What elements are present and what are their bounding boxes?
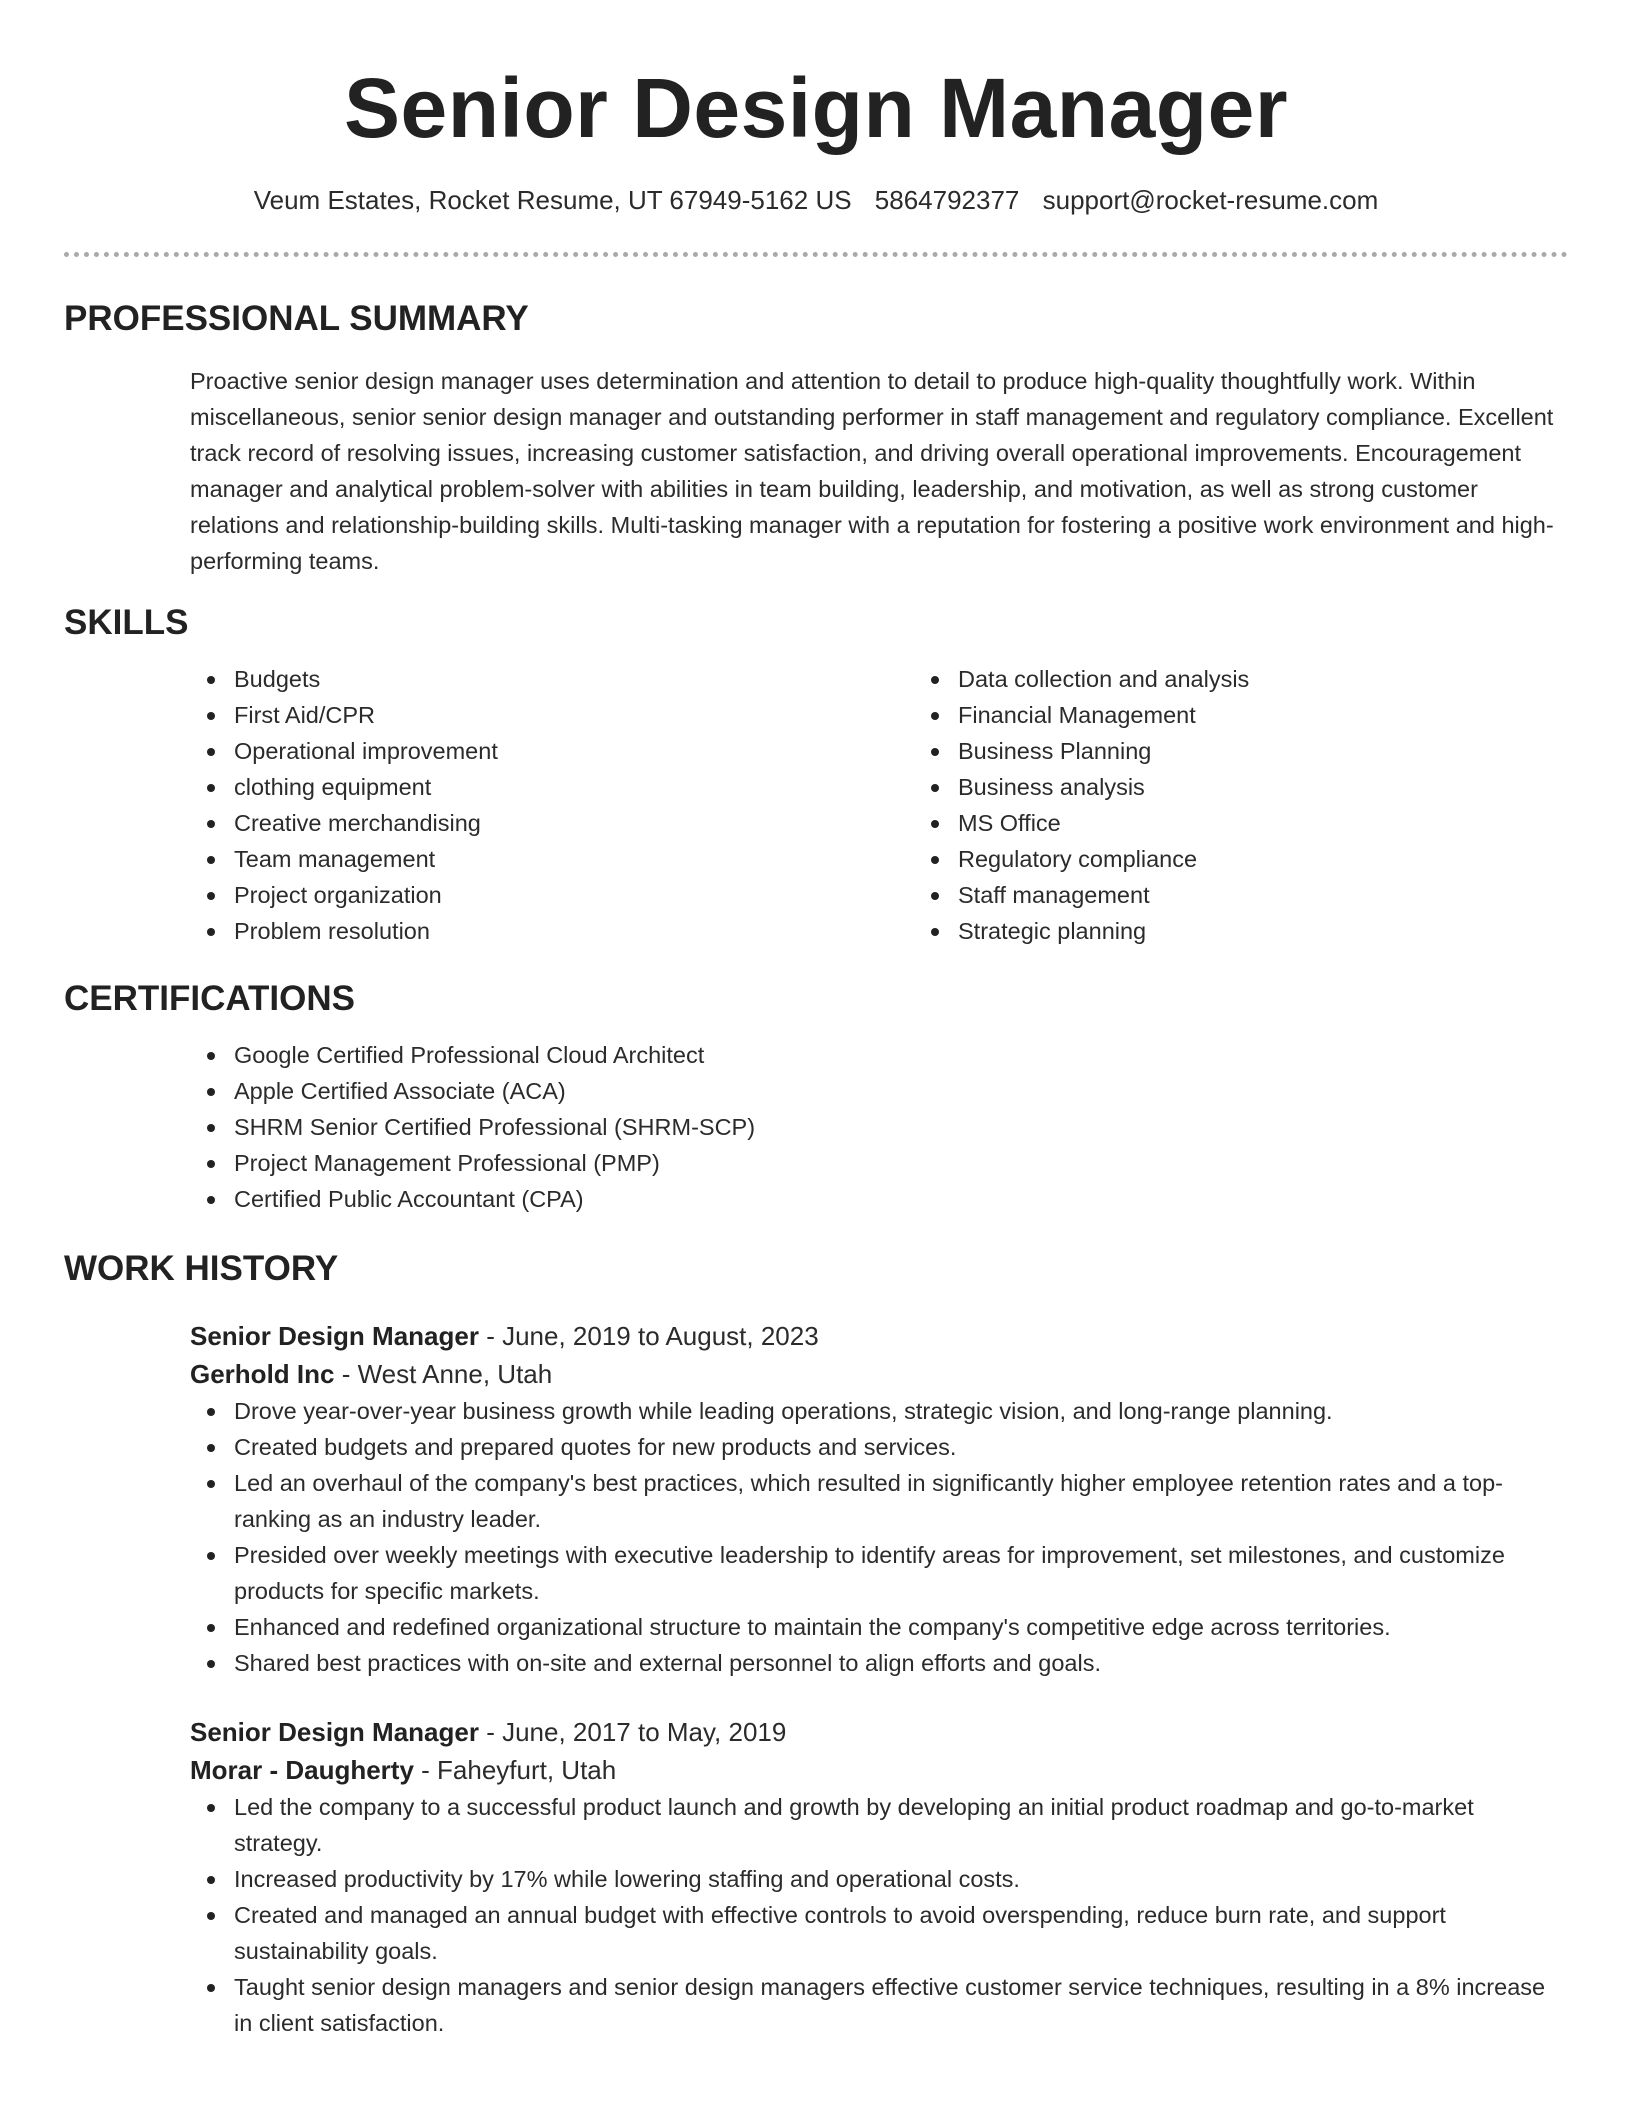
header-divider xyxy=(64,252,1568,257)
job-duty: Enhanced and redefined organizational structure to maintain the company's competitive edge across territories. xyxy=(234,1609,1568,1645)
certification-item: Certified Public Accountant (CPA) xyxy=(234,1181,1568,1217)
skill-item: Business analysis xyxy=(958,769,1632,805)
job-entry xyxy=(190,1317,1568,1681)
certifications-heading: CERTIFICATIONS xyxy=(64,979,356,1018)
job-dates: - June, 2017 to May, 2019 xyxy=(478,1717,787,1747)
skill-item: Business Planning xyxy=(958,733,1632,769)
certifications-block xyxy=(190,1037,1568,1217)
job-duty: Led the company to a successful product launch and growth by developing an initial product roadmap and go-to-market strategy. xyxy=(234,1789,1568,1861)
job-duty: Led an overhaul of the company's best practices, which resulted in significantly higher employee retention rates and a top-ranking as an industry leader. xyxy=(234,1465,1568,1537)
skill-item: Creative merchandising xyxy=(234,805,914,841)
skill-item: Budgets xyxy=(234,661,914,697)
summary-heading: PROFESSIONAL SUMMARY xyxy=(64,299,529,338)
job-company-line xyxy=(190,1355,1568,1393)
job-company: Gerhold Inc xyxy=(190,1359,335,1389)
certification-item: Project Management Professional (PMP) xyxy=(234,1145,1568,1181)
skill-item: MS Office xyxy=(958,805,1632,841)
job-duties-list xyxy=(190,1393,1568,1681)
skill-item: Regulatory compliance xyxy=(958,841,1632,877)
job-dates: - June, 2019 to August, 2023 xyxy=(478,1321,819,1351)
certifications-list xyxy=(190,1037,1568,1217)
job-company-line xyxy=(190,1751,1568,1789)
skills-heading: SKILLS xyxy=(64,603,189,642)
contact-email: support@rocket-resume.com xyxy=(1042,185,1379,215)
skill-item: Staff management xyxy=(958,877,1632,913)
job-duty: Increased productivity by 17% while lowering staffing and operational costs. xyxy=(234,1861,1568,1897)
skill-item: Team management xyxy=(234,841,914,877)
job-duty: Taught senior design managers and senior design managers effective customer service techniques, resulting in a 8% increase in client satisfaction. xyxy=(234,1969,1568,2041)
job-duty: Presided over weekly meetings with executive leadership to identify areas for improvement, set milestones, and customize products for specific markets. xyxy=(234,1537,1568,1609)
job-location: - West Anne, Utah xyxy=(334,1359,553,1389)
skills-columns xyxy=(190,661,1568,949)
skill-item: clothing equipment xyxy=(234,769,914,805)
job-duty: Created budgets and prepared quotes for new products and services. xyxy=(234,1429,1568,1465)
skill-item: First Aid/CPR xyxy=(234,697,914,733)
job-role: Senior Design Manager xyxy=(190,1717,479,1747)
contact-address: Veum Estates, Rocket Resume, UT 67949-5162 US xyxy=(253,185,852,215)
job-duty: Drove year-over-year business growth while leading operations, strategic vision, and long-range planning. xyxy=(234,1393,1568,1429)
job-duty: Shared best practices with on-site and external personnel to align efforts and goals. xyxy=(234,1645,1568,1681)
job-role: Senior Design Manager xyxy=(190,1321,479,1351)
contact-line xyxy=(64,182,1568,218)
skill-item: Strategic planning xyxy=(958,913,1632,949)
certification-item: Google Certified Professional Cloud Architect xyxy=(234,1037,1568,1073)
skills-list-right xyxy=(914,661,1632,949)
summary-text: Proactive senior design manager uses determination and attention to detail to produce high-quality thoughtfully work. Within miscellaneous, senior senior design manager and outstanding performer in staff management and regulatory compliance. Excellent track record of resolving issues, increasing customer satisfaction, and driving overall operational improvements. Encouragement manager and analytical problem-solver with abilities in team building, leadership, and motivation, as well as strong customer relations and relationship-building skills. Multi-tasking manager with a reputation for fostering a positive work environment and high-performing teams. xyxy=(190,368,1554,574)
skills-list-left xyxy=(190,661,914,949)
certification-item: SHRM Senior Certified Professional (SHRM-SCP) xyxy=(234,1109,1568,1145)
skill-item: Operational improvement xyxy=(234,733,914,769)
skill-item: Project organization xyxy=(234,877,914,913)
skill-item: Problem resolution xyxy=(234,913,914,949)
job-title-line xyxy=(190,1317,1568,1355)
job-entry xyxy=(190,1713,1568,2041)
skill-item: Data collection and analysis xyxy=(958,661,1632,697)
resume-name: Senior Design Manager xyxy=(343,61,1289,155)
job-duty: Created and managed an annual budget with effective controls to avoid overspending, reduce burn rate, and support sustainability goals. xyxy=(234,1897,1568,1969)
job-title-line xyxy=(190,1713,1568,1751)
job-company: Morar - Daugherty xyxy=(190,1755,414,1785)
work-history-heading: WORK HISTORY xyxy=(64,1249,339,1288)
job-duties-list xyxy=(190,1789,1568,2041)
skill-item: Financial Management xyxy=(958,697,1632,733)
certification-item: Apple Certified Associate (ACA) xyxy=(234,1073,1568,1109)
job-location: - Faheyfurt, Utah xyxy=(413,1755,617,1785)
contact-phone: 5864792377 xyxy=(874,185,1020,215)
